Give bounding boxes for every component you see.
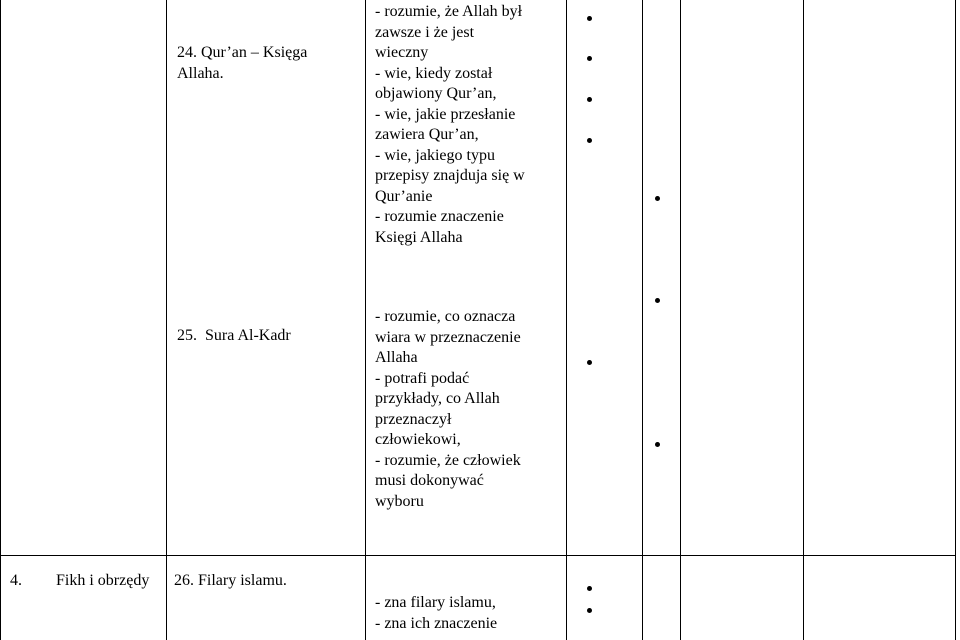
requirement-line: przeznaczył [375,410,452,428]
requirement-line: Qur’anie [375,187,433,205]
requirement-line: - wie, kiedy został [375,64,493,82]
column-divider-section [166,0,167,640]
row-divider [0,555,956,556]
requirements-cell [375,307,521,512]
topic-cell [177,285,291,388]
number-cell [10,571,22,592]
section-cell [56,571,149,592]
requirement-line: Allaha [375,349,418,366]
requirement-line: objawiony Qur’an, [375,85,497,102]
bullet-marker [587,16,592,21]
bullet-marker [587,360,592,365]
column-divider-level-3 [803,0,804,640]
requirements-cell [375,2,525,248]
bullet-marker [655,298,660,303]
column-divider-topic [365,0,366,640]
topic-cell [177,43,307,84]
topic-line: 24. Qur’an – Księga [177,44,308,61]
requirement-line: wieczny [375,44,429,61]
bullet-marker [655,442,660,447]
requirement-line: wyboru [375,492,424,510]
requirements-cell [375,593,497,634]
requirement-line: zawiera Qur’an, [375,126,479,143]
column-divider-level-1 [642,0,643,640]
requirement-line: Księgi Allaha [375,228,463,246]
table-border-left [0,0,1,640]
bullet-marker [587,608,592,613]
requirement-line: wiara w przeznaczenie [375,328,521,346]
requirement-line: zawsze i że jest [375,23,475,41]
row-number: 4. [10,572,22,589]
column-divider-level-2 [680,0,681,640]
topic-line: 25. Sura Al-Kadr [177,327,291,344]
bullet-marker [655,196,660,201]
column-divider-level-4 [955,0,956,640]
topic-cell [174,571,287,592]
section-title: Fikh i obrzędy [56,572,150,589]
column-divider-requirements [566,0,567,640]
requirement-line: - zna filary islamu, [375,594,496,611]
bullet-marker [587,56,592,61]
bullet-marker [587,586,592,591]
requirement-line: - rozumie, że człowiek [375,451,521,469]
requirement-line: - wie, jakiego typu [375,146,495,164]
requirement-line: - rozumie znaczenie [375,208,504,225]
requirement-line: przykłady, co Allah [375,390,500,407]
topic-line: Allaha. [177,64,224,82]
requirement-line: - rozumie, co oznacza [375,308,516,325]
topic-line: 26. Filary islamu. [174,572,287,589]
bullet-marker [587,97,592,102]
requirement-line: - zna ich znaczenie [375,614,498,632]
requirement-line: - wie, jakie przesłanie [375,105,516,123]
requirement-line: musi dokonywać [375,472,484,489]
bullet-marker [587,138,592,143]
requirement-line: przepisy znajduja się w [375,167,525,184]
requirement-line: - potrafi podać [375,369,470,387]
requirement-line: - rozumie, że Allah był [375,3,523,20]
requirement-line: człowiekowi, [375,431,461,448]
